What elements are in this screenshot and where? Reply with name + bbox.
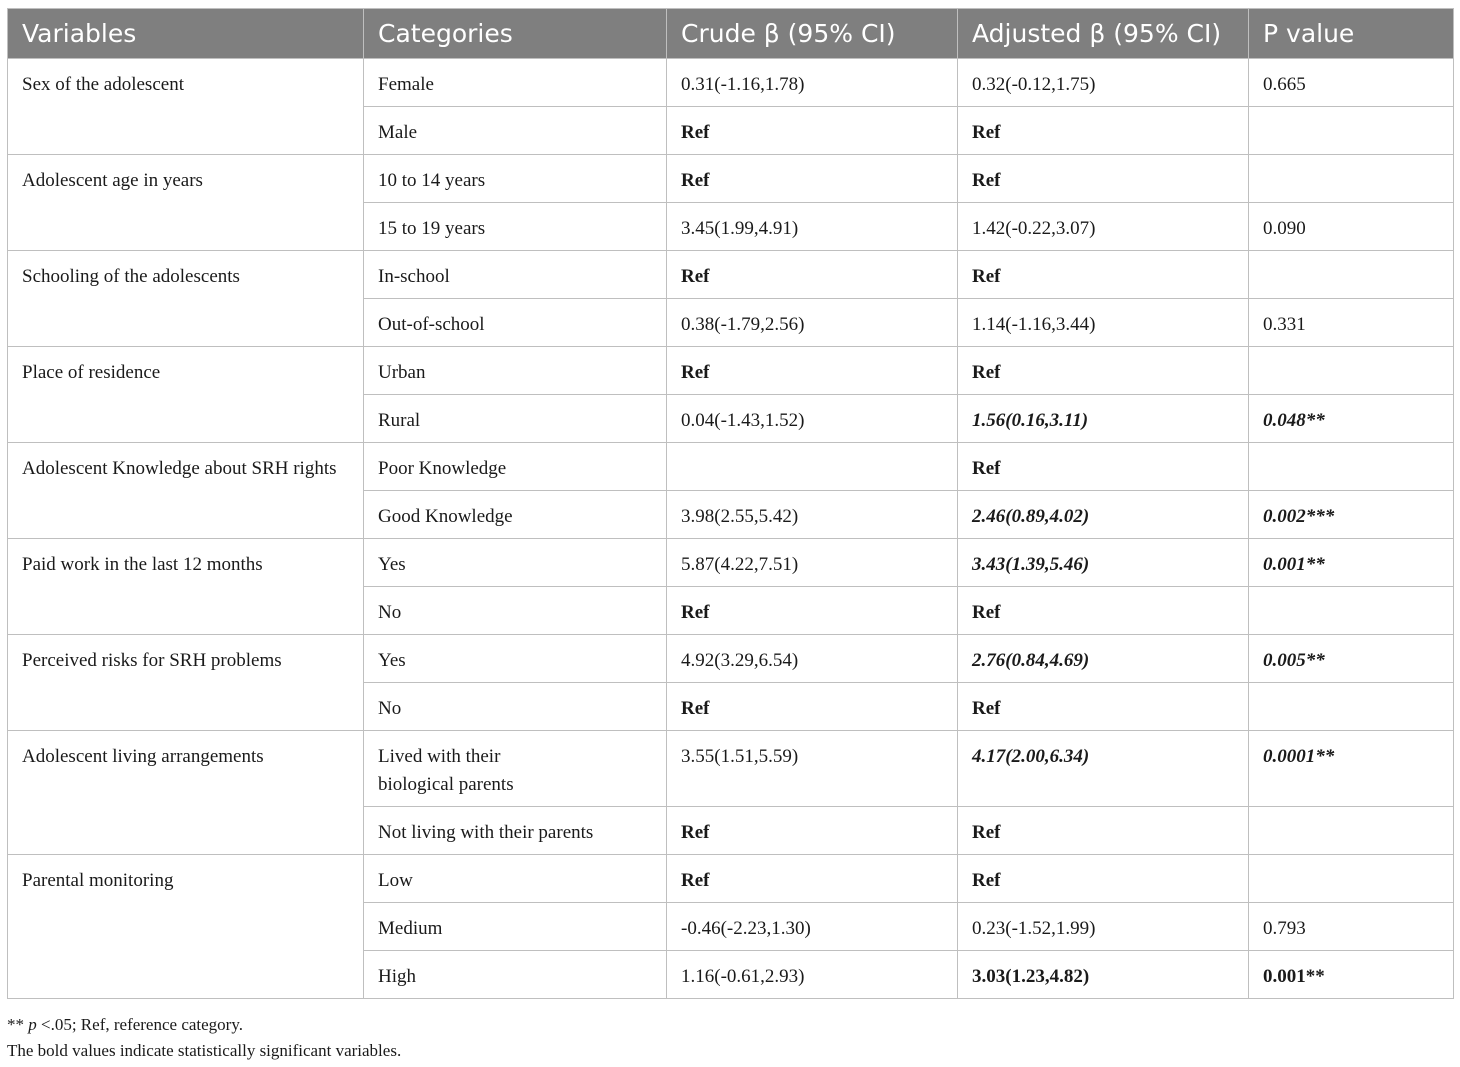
footnote-text: <.05; Ref, reference category. [36, 1015, 243, 1034]
adjusted-cell: Ref [958, 107, 1249, 155]
category-cell: 15 to 19 years [364, 203, 667, 251]
crude-cell: Ref [667, 683, 958, 731]
variable-cell: Parental monitoring [8, 855, 364, 999]
adjusted-cell: 1.56(0.16,3.11) [958, 395, 1249, 443]
regression-table [7, 8, 1454, 999]
p-value-cell: 0.665 [1249, 59, 1454, 107]
table-row [8, 59, 1454, 107]
p-value-cell [1249, 155, 1454, 203]
crude-cell: 5.87(4.22,7.51) [667, 539, 958, 587]
variable-cell: Perceived risks for SRH problems [8, 635, 364, 731]
table-row [8, 855, 1454, 903]
header-categories: Categories [364, 9, 667, 59]
category-cell: Rural [364, 395, 667, 443]
category-cell: Good Knowledge [364, 491, 667, 539]
adjusted-cell: 3.03(1.23,4.82) [958, 951, 1249, 999]
category-cell: High [364, 951, 667, 999]
crude-cell: Ref [667, 107, 958, 155]
crude-cell: 3.45(1.99,4.91) [667, 203, 958, 251]
category-cell: Not living with their parents [364, 807, 667, 855]
adjusted-cell: Ref [958, 155, 1249, 203]
category-cell: Poor Knowledge [364, 443, 667, 491]
adjusted-cell: Ref [958, 587, 1249, 635]
p-value-cell: 0.048** [1249, 395, 1454, 443]
adjusted-cell: 2.46(0.89,4.02) [958, 491, 1249, 539]
adjusted-cell: Ref [958, 855, 1249, 903]
adjusted-cell: 4.17(2.00,6.34) [958, 731, 1249, 807]
p-value-cell: 0.090 [1249, 203, 1454, 251]
table-row [8, 251, 1454, 299]
variable-cell: Place of residence [8, 347, 364, 443]
adjusted-cell: 0.32(-0.12,1.75) [958, 59, 1249, 107]
adjusted-cell: Ref [958, 683, 1249, 731]
adjusted-cell: 3.43(1.39,5.46) [958, 539, 1249, 587]
variable-cell: Schooling of the adolescents [8, 251, 364, 347]
p-value-cell [1249, 347, 1454, 395]
p-value-cell: 0.001** [1249, 539, 1454, 587]
table-row [8, 347, 1454, 395]
crude-cell: 0.31(-1.16,1.78) [667, 59, 958, 107]
crude-cell: 3.55(1.51,5.59) [667, 731, 958, 807]
crude-cell: -0.46(-2.23,1.30) [667, 903, 958, 951]
crude-cell: Ref [667, 855, 958, 903]
table-footnote [7, 1012, 401, 1064]
adjusted-cell: Ref [958, 807, 1249, 855]
adjusted-cell: 1.14(-1.16,3.44) [958, 299, 1249, 347]
category-text: Lived with their biological parents [378, 746, 514, 795]
category-cell: Medium [364, 903, 667, 951]
footnote-line-1 [7, 1012, 401, 1038]
category-cell: Out-of-school [364, 299, 667, 347]
category-cell: 10 to 14 years [364, 155, 667, 203]
crude-cell: Ref [667, 807, 958, 855]
category-cell: No [364, 683, 667, 731]
table-row [8, 635, 1454, 683]
crude-cell: 4.92(3.29,6.54) [667, 635, 958, 683]
footnote-p-symbol: p [28, 1015, 37, 1034]
p-value-cell: 0.331 [1249, 299, 1454, 347]
adjusted-cell: Ref [958, 251, 1249, 299]
category-cell: Male [364, 107, 667, 155]
adjusted-cell: Ref [958, 347, 1249, 395]
header-variables: Variables [8, 9, 364, 59]
crude-cell: 0.04(-1.43,1.52) [667, 395, 958, 443]
category-cell: In-school [364, 251, 667, 299]
crude-cell: Ref [667, 155, 958, 203]
footnote-stars: ** [7, 1015, 24, 1034]
crude-cell [667, 443, 958, 491]
p-value-cell [1249, 855, 1454, 903]
p-value-cell: 0.001** [1249, 951, 1454, 999]
crude-cell: Ref [667, 347, 958, 395]
crude-cell: Ref [667, 587, 958, 635]
table-row [8, 539, 1454, 587]
adjusted-cell: 1.42(-0.22,3.07) [958, 203, 1249, 251]
variable-cell: Adolescent age in years [8, 155, 364, 251]
category-cell: No [364, 587, 667, 635]
p-value-cell [1249, 107, 1454, 155]
category-cell: Urban [364, 347, 667, 395]
variable-cell: Adolescent living arrangements [8, 731, 364, 855]
p-value-cell: 0.793 [1249, 903, 1454, 951]
results-table-container [7, 8, 1453, 999]
p-value-cell [1249, 251, 1454, 299]
header-row [8, 9, 1454, 59]
adjusted-cell: Ref [958, 443, 1249, 491]
p-value-cell [1249, 807, 1454, 855]
adjusted-cell: 2.76(0.84,4.69) [958, 635, 1249, 683]
category-cell [364, 731, 667, 807]
p-value-cell [1249, 587, 1454, 635]
variable-cell: Paid work in the last 12 months [8, 539, 364, 635]
variable-cell: Sex of the adolescent [8, 59, 364, 155]
crude-cell: 0.38(-1.79,2.56) [667, 299, 958, 347]
crude-cell: 3.98(2.55,5.42) [667, 491, 958, 539]
table-row [8, 443, 1454, 491]
crude-cell: Ref [667, 251, 958, 299]
category-cell: Low [364, 855, 667, 903]
crude-cell: 1.16(-0.61,2.93) [667, 951, 958, 999]
variable-cell: Adolescent Knowledge about SRH rights [8, 443, 364, 539]
footnote-line-2: The bold values indicate statistically significant variables. [7, 1041, 402, 1060]
p-value-cell [1249, 443, 1454, 491]
p-value-cell: 0.005** [1249, 635, 1454, 683]
header-crude: Crude β (95% CI) [667, 9, 958, 59]
header-p-value: P value [1249, 9, 1454, 59]
table-row [8, 155, 1454, 203]
category-cell: Yes [364, 635, 667, 683]
category-cell: Yes [364, 539, 667, 587]
p-value-cell [1249, 683, 1454, 731]
header-adjusted: Adjusted β (95% CI) [958, 9, 1249, 59]
category-cell: Female [364, 59, 667, 107]
table-row [8, 731, 1454, 807]
p-value-cell: 0.002*** [1249, 491, 1454, 539]
p-value-cell: 0.0001** [1249, 731, 1454, 807]
adjusted-cell: 0.23(-1.52,1.99) [958, 903, 1249, 951]
